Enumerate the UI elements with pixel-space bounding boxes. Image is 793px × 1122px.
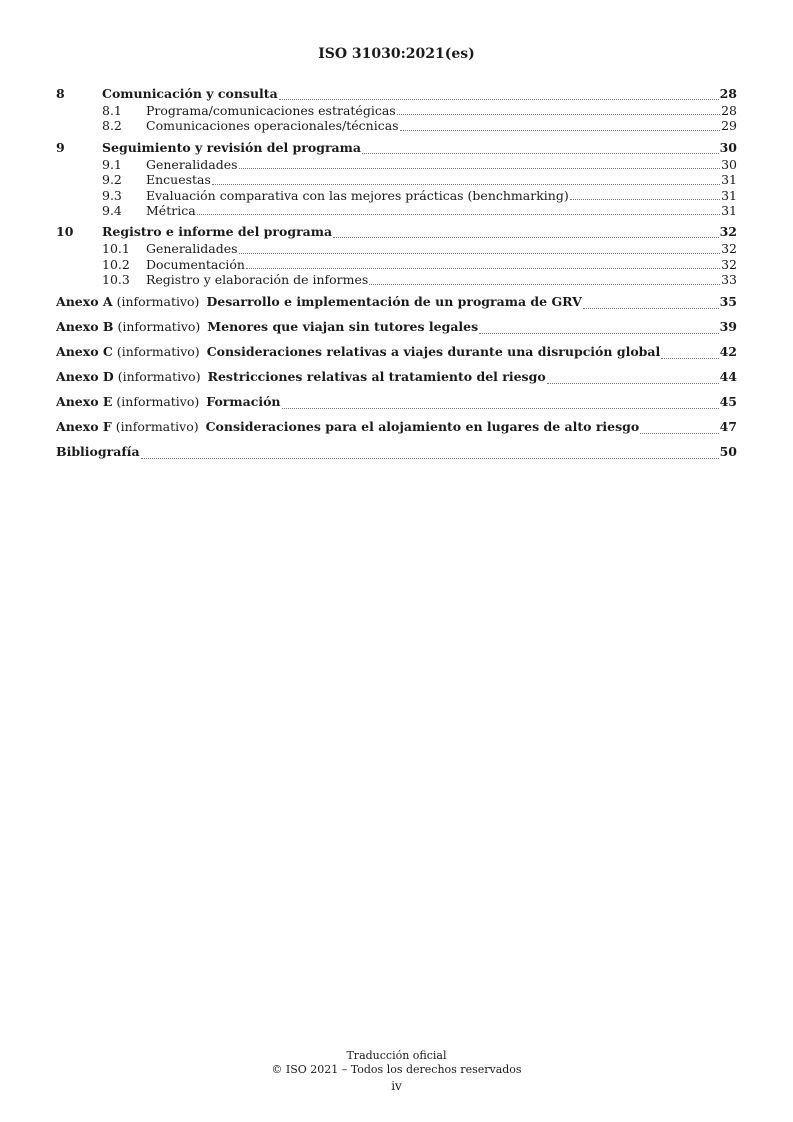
- toc-number: 10.1: [102, 241, 130, 257]
- toc-entry-annex-d[interactable]: [56, 369, 737, 387]
- dot-leader: [239, 168, 721, 169]
- annex-title: Consideraciones para el alojamiento en lugares de alto riesgo: [205, 418, 640, 434]
- toc-page: 33: [721, 272, 737, 288]
- toc-entry-annex-f[interactable]: [56, 419, 737, 437]
- toc-title: Programa/comunicaciones estratégicas: [146, 103, 396, 118]
- toc-title: Comunicaciones operacionales/técnicas: [146, 118, 399, 134]
- dot-leader: [141, 458, 719, 459]
- toc-title: Registro e informe del programa: [102, 224, 333, 240]
- annex-label: Anexo B: [56, 318, 114, 334]
- toc-page: 42: [719, 343, 737, 359]
- toc-page: 29: [721, 118, 737, 134]
- annex-label: Anexo D: [56, 368, 114, 384]
- annex-tag: (informativo): [117, 318, 201, 334]
- toc-number: 9.3: [102, 187, 122, 203]
- dot-leader: [212, 184, 720, 185]
- dot-leader: [362, 153, 719, 154]
- dot-leader: [479, 333, 718, 334]
- toc-title: Seguimiento y revisión del programa: [102, 139, 361, 155]
- toc-number: 10.2: [102, 256, 130, 272]
- toc-title: Encuestas: [146, 172, 211, 188]
- dot-leader: [397, 114, 720, 115]
- toc-page: 32: [721, 256, 737, 272]
- toc-page: 50: [719, 443, 737, 459]
- annex-title: Menores que viajan sin tutores legales: [207, 318, 479, 334]
- dot-leader: [661, 358, 718, 359]
- dot-leader: [583, 308, 719, 309]
- toc-title: Evaluación comparativa con las mejores prácticas (benchmarking): [146, 187, 569, 203]
- footer-copyright: © ISO 2021 – Todos los derechos reservados: [271, 1063, 522, 1076]
- toc-entry-annex-e[interactable]: [56, 394, 737, 412]
- toc-page: 31: [721, 202, 737, 218]
- toc-number: 9.1: [102, 156, 122, 172]
- toc-page: 47: [719, 418, 737, 434]
- dot-leader: [333, 237, 718, 238]
- toc-title: Métrica: [146, 202, 196, 218]
- annex-label: Anexo C: [56, 343, 113, 359]
- toc-entry-10-2[interactable]: [56, 257, 737, 272]
- toc-entry-10-3[interactable]: [56, 272, 737, 287]
- dot-leader: [400, 130, 720, 131]
- page-header: ISO 31030:2021(es): [318, 46, 475, 62]
- toc-number: 9: [56, 139, 65, 155]
- toc-title: Generalidades: [146, 156, 238, 172]
- toc-entry-8[interactable]: [56, 86, 737, 103]
- toc-page: 39: [719, 318, 737, 334]
- toc-entry-9-4[interactable]: [56, 203, 737, 218]
- toc-page: 28: [721, 103, 737, 118]
- toc-title: Registro y elaboración de informes: [146, 272, 369, 288]
- toc-page: 30: [721, 156, 737, 172]
- toc-entry-8-2[interactable]: [56, 118, 737, 133]
- toc-page: 35: [719, 293, 737, 309]
- annex-title: Restricciones relativas al tratamiento del riesgo: [207, 368, 546, 384]
- dot-leader: [640, 433, 718, 434]
- annex-label: Anexo E: [56, 393, 113, 409]
- toc-page: 31: [721, 187, 737, 203]
- toc-page: 30: [719, 139, 737, 155]
- toc-number: 8: [56, 86, 65, 101]
- toc-entry-10[interactable]: [56, 224, 737, 241]
- toc-number: 9.2: [102, 172, 122, 188]
- toc-page: 32: [721, 241, 737, 257]
- annex-title: Consideraciones relativas a viajes durante una disrupción global: [206, 343, 661, 359]
- toc-page: 32: [719, 224, 737, 240]
- toc-entry-9[interactable]: [56, 140, 737, 157]
- dot-leader: [547, 383, 719, 384]
- dot-leader: [239, 253, 721, 254]
- annex-title: Formación: [206, 393, 281, 409]
- toc-entry-10-1[interactable]: [56, 241, 737, 256]
- annex-tag: (informativo): [117, 368, 201, 384]
- toc-entry-9-1[interactable]: [56, 157, 737, 172]
- footer-translation-note: Traducción oficial: [346, 1049, 447, 1062]
- toc-entry-annex-b[interactable]: [56, 319, 737, 337]
- toc-number: 9.4: [102, 202, 122, 218]
- toc-page: 28: [719, 86, 737, 101]
- toc-title: Documentación: [146, 256, 245, 272]
- dot-leader: [369, 284, 720, 285]
- toc-entry-annex-c[interactable]: [56, 344, 737, 362]
- annex-title: Desarrollo e implementación de un programa de GRV: [206, 293, 582, 309]
- toc-title: Generalidades: [146, 241, 238, 257]
- annex-tag: (informativo): [116, 343, 200, 359]
- dot-leader: [279, 99, 719, 100]
- toc-entry-bibliography[interactable]: [56, 444, 737, 462]
- toc-number: 10: [56, 224, 74, 240]
- annex-tag: (informativo): [115, 418, 199, 434]
- toc-number: 8.2: [102, 118, 122, 134]
- toc-entry-9-3[interactable]: [56, 188, 737, 203]
- toc-entry-8-1[interactable]: [56, 103, 737, 118]
- toc-number: 10.3: [102, 272, 130, 288]
- toc-entry-9-2[interactable]: [56, 172, 737, 187]
- annex-label: Anexo F: [56, 418, 112, 434]
- dot-leader: [570, 199, 720, 200]
- toc-number: 8.1: [102, 103, 122, 118]
- dot-leader: [282, 408, 719, 409]
- toc-entry-annex-a[interactable]: [56, 294, 737, 312]
- toc-page: 44: [719, 368, 737, 384]
- annex-tag: (informativo): [116, 293, 200, 309]
- footer-page-number: iv: [391, 1079, 402, 1093]
- annex-label: Anexo A: [56, 293, 113, 309]
- toc-page: 31: [721, 172, 737, 188]
- dot-leader: [197, 214, 720, 215]
- bibliography-title: Bibliografía: [56, 443, 140, 459]
- toc-page: 45: [719, 393, 737, 409]
- page-footer: [0, 1049, 793, 1093]
- dot-leader: [246, 268, 720, 269]
- toc-title: Comunicación y consulta: [102, 86, 278, 101]
- annex-tag: (informativo): [116, 393, 200, 409]
- table-of-contents: [56, 86, 737, 462]
